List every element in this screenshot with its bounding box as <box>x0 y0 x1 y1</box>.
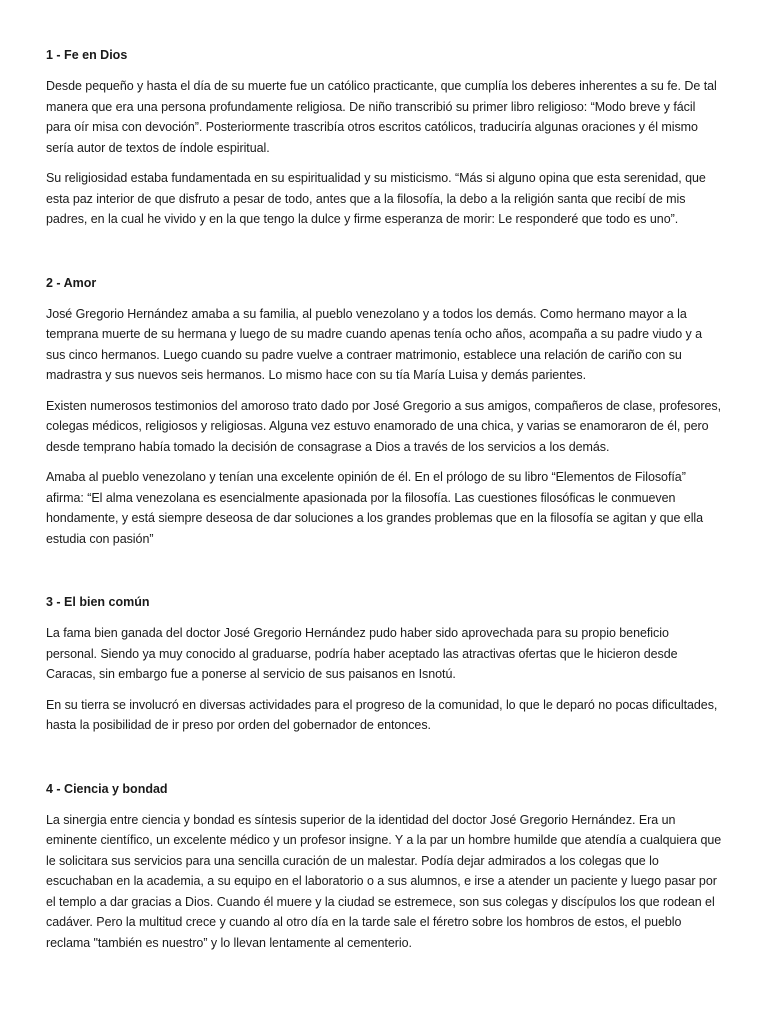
section-heading: 1 - Fe en Dios <box>46 48 128 62</box>
section-heading: 4 - Ciencia y bondad <box>46 781 168 796</box>
paragraph: La fama bien ganada del doctor José Gregorio Hernández pudo haber sido aprovechada para su propio beneficio personal. Siendo ya muy conocido al graduarse, podría haber aceptado las atractivas ofertas que le hicieron desde Caracas, sin embargo fue a ponerse al servicio de sus paisanos en Isnotú. <box>46 626 678 681</box>
section-el-bien-comun <box>46 593 722 736</box>
section-amor <box>46 274 722 550</box>
paragraph: José Gregorio Hernández amaba a su familia, al pueblo venezolano y a todos los demás. Como hermano mayor a la temprana muerte de su hermana y luego de su madre cuando apenas tenía ocho años, acompaña a su padre viudo y a sus cinco hermanos. Luego cuando su padre vuelve a contraer matrimonio, establece una relación de cariño con su madrastra y sus nuevos seis hermanos. Lo mismo hace con su tía María Luisa y demás parientes. <box>46 306 703 382</box>
section-heading: 2 - Amor <box>46 275 97 290</box>
paragraph: Amaba al pueblo venezolano y tenían una excelente opinión de él. En el prólogo de su libro “Elementos de Filosofía” afirma: “El alma venezolana es esencialmente apasionada por la filosofía. Las cuestiones filosóficas le conmueven hondamente, y está siempre deseosa de dar soluciones a los grandes problemas que en la filosofía se agitan y que ella estudia con pasión” <box>46 470 704 546</box>
section-spacer <box>46 240 722 274</box>
paragraph: En su tierra se involucró en diversas actividades para el progreso de la comunidad, lo que le deparó no pocas dificultades, hasta la posibilidad de ir preso por orden del gobernador de entonces. <box>46 697 718 732</box>
section-fe-en-dios <box>46 46 722 230</box>
section-spacer <box>46 746 722 780</box>
section-spacer <box>46 559 722 593</box>
paragraph: Existen numerosos testimonios del amoroso trato dado por José Gregorio a sus amigos, compañeros de clase, profesores, colegas médicos, religiosos y religiosas. Alguna vez estuvo enamorado de una chica, y varias se enamoraron de él, pero desde temprano había tomado la decisión de consagrase a Dios a través de los servicios a los demás. <box>46 398 722 454</box>
section-ciencia-y-bondad <box>46 780 722 954</box>
paragraph: La sinergia entre ciencia y bondad es síntesis superior de la identidad del doctor José Gregorio Hernández. Era un eminente científico, un excelente médico y un profesor insigne. Y a la par un hombre humilde que atendía a cualquiera que le solicitara sus servicios para una sencilla curación de un malestar. Podía dejar admirados a los colegas que lo escuchaban en la academia, a su equipo en el laboratorio o a sus alumnos, e irse a atender un paciente y luego pasar por el templo a dar gracias a Dios. Cuando él muere y la ciudad se estremece, son sus colegas y discípulos los que rodean el cadáver. Pero la multitud crece y cuando al otro día en la tarde sale el féretro sobre los hombros de estos, el pueblo reclama "también es nuestro” y lo llevan lentamente al cementerio. <box>46 812 722 950</box>
paragraph: Su religiosidad estaba fundamentada en su espiritualidad y su misticismo. “Más si alguno opina que esta serenidad, que esta paz interior de que disfruto a pesar de todo, antes que a la filosofía, la debo a la religión santa que recibí de mis padres, en la cual he vivido y en la que tengo la dulce y firme esperanza de morir: Le responderé que todo es uno”. <box>46 171 706 226</box>
paragraph: Desde pequeño y hasta el día de su muerte fue un católico practicante, que cumplía los deberes inherentes a su fe. De tal manera que era una persona profundamente religiosa. De niño transcribió su primer libro religioso: “Modo breve y fácil para oír misa con devoción”. Posteriormente trascribía otros escritos católicos, traduciría algunas oraciones y él mismo sería autor de textos de índole espiritual. <box>46 79 717 155</box>
section-heading: 3 - El bien común <box>46 595 150 609</box>
